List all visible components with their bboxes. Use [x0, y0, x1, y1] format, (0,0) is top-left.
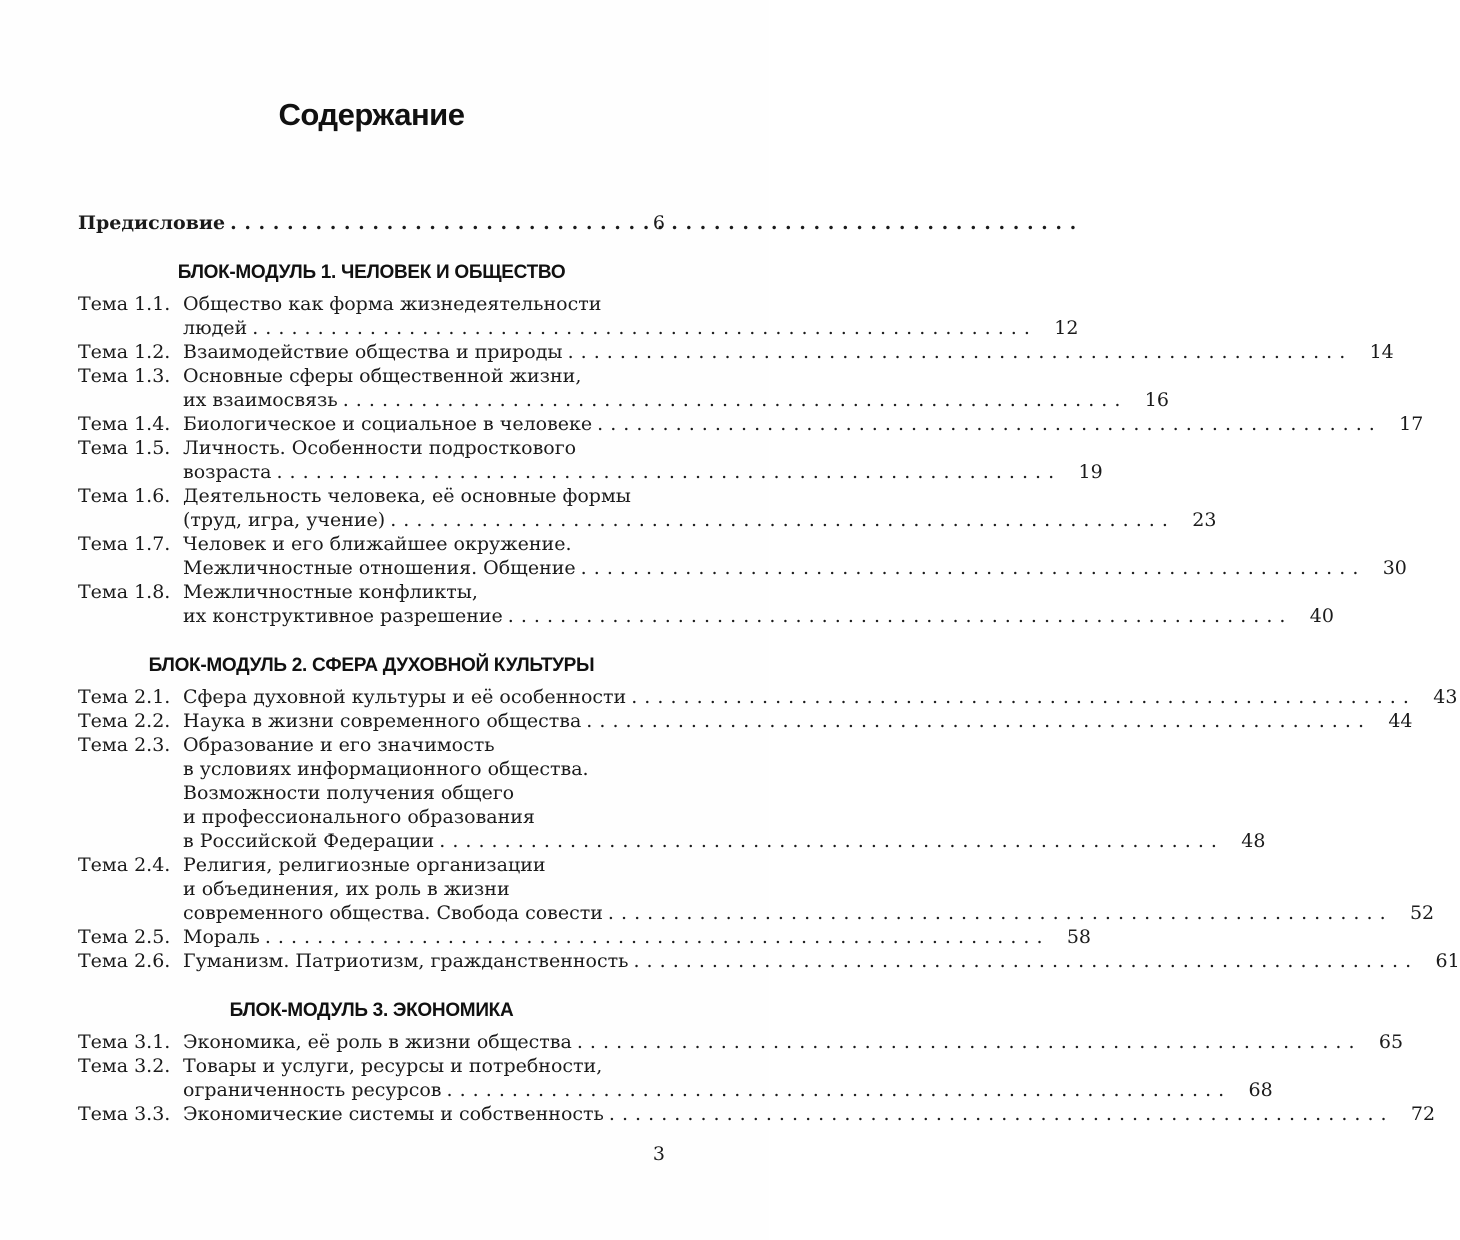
entry-text: возраста — [183, 461, 272, 483]
entry-page-number: 65 — [1378, 1031, 1404, 1053]
page-number: 3 — [652, 1143, 665, 1165]
toc-entry — [78, 685, 1458, 709]
entry-last-line — [183, 901, 1386, 925]
toc-section — [78, 261, 1424, 628]
preface-label: Предисловие — [78, 212, 226, 234]
dot-leader — [390, 508, 1168, 532]
entry-label: Тема 1.1. — [78, 293, 171, 315]
dot-leader — [447, 1078, 1225, 1102]
entry-text: в Российской Федерации — [183, 830, 435, 852]
dot-leader — [343, 388, 1121, 412]
section-entries — [78, 1030, 1436, 1126]
toc-entry — [78, 709, 1413, 733]
entry-text: Межличностные отношения. Общение — [183, 557, 576, 579]
toc-entry — [78, 364, 1169, 412]
entry-text-line: Человек и его ближайшее окружение. — [183, 533, 572, 555]
entry-label: Тема 2.6. — [78, 950, 171, 972]
entry-text: людей — [183, 317, 248, 339]
entry-label: Тема 1.6. — [78, 485, 171, 507]
toc-entry — [78, 340, 1394, 364]
entry-page-number: 52 — [1409, 902, 1435, 924]
toc-entry — [78, 1030, 1404, 1054]
dot-leader — [230, 211, 617, 235]
entry-label: Тема 1.4. — [78, 413, 171, 435]
section-entries — [78, 685, 1460, 973]
entry-last-line — [183, 1102, 1387, 1126]
entry-text-line: Межличностные конфликты, — [183, 581, 478, 603]
entry-text-line: Общество как форма жизнедеятельности — [183, 293, 602, 315]
dot-leader — [252, 316, 1030, 340]
page-title: Содержание — [278, 97, 465, 132]
entry-label: Тема 2.1. — [78, 686, 171, 708]
entry-text: их взаимосвязь — [183, 389, 338, 411]
entry-page-number: 19 — [1078, 461, 1103, 483]
entry-body — [183, 925, 1043, 949]
section-entries — [78, 292, 1424, 628]
entry-last-line — [183, 340, 1346, 364]
dot-leader — [581, 556, 1359, 580]
toc-entry — [78, 292, 1079, 340]
entry-page-number: 23 — [1192, 509, 1217, 531]
toc-entry — [78, 532, 1407, 580]
entry-text: современного общества. Свобода совести — [183, 902, 603, 924]
entry-body — [183, 412, 1375, 436]
entry-label: Тема 1.3. — [78, 365, 171, 387]
toc-section — [78, 999, 1436, 1126]
entry-text-line: Личность. Особенности подросткового — [183, 437, 577, 459]
toc-entry — [78, 1054, 1273, 1102]
entry-page-number: 30 — [1382, 557, 1407, 579]
toc-section — [78, 654, 1460, 973]
entry-text: Экономические системы и собственность — [183, 1103, 604, 1125]
entry-last-line — [183, 508, 1168, 532]
entry-text-line: в условиях информационного общества. — [183, 758, 589, 780]
toc-entry — [78, 580, 1334, 628]
dot-leader — [586, 709, 1364, 733]
entry-page-number: 14 — [1369, 341, 1394, 363]
module-heading: БЛОК-МОДУЛЬ 3. ЭКОНОМИКА — [229, 1000, 514, 1021]
entry-label: Тема 3.1. — [78, 1031, 171, 1053]
entry-text: Мораль — [183, 926, 260, 948]
entry-body — [183, 685, 1409, 709]
dot-leader — [631, 685, 1409, 709]
entry-body — [183, 733, 1217, 853]
entry-text: ограниченность ресурсов — [183, 1079, 442, 1101]
entry-page-number: 44 — [1388, 710, 1413, 732]
entry-last-line — [183, 556, 1359, 580]
dot-leader — [568, 340, 1346, 364]
entry-last-line — [183, 604, 1286, 628]
entry-text-line: Возможности получения общего — [183, 782, 515, 804]
entry-last-line — [183, 1030, 1355, 1054]
entry-label: Тема 3.2. — [78, 1055, 171, 1077]
entry-label: Тема 2.2. — [78, 710, 171, 732]
toc-entry — [78, 925, 1092, 949]
entry-text-line: Деятельность человека, её основные формы — [183, 485, 631, 507]
entry-text: Экономика, её роль в жизни общества — [183, 1031, 572, 1053]
entry-text: Сфера духовной культуры и её особенности — [183, 686, 627, 708]
entry-label: Тема 1.5. — [78, 437, 171, 459]
entry-text-line: Основные сферы общественной жизни, — [183, 365, 582, 387]
entry-body — [183, 364, 1121, 412]
dot-leader — [608, 901, 1386, 925]
entry-body — [183, 532, 1359, 580]
toc-entry — [78, 412, 1424, 436]
entry-text: Взаимодействие общества и природы — [183, 341, 563, 363]
entry-label: Тема 1.8. — [78, 581, 171, 603]
entry-text-line: Образование и его значимость — [183, 734, 495, 756]
dot-leader — [265, 925, 1043, 949]
dot-leader — [609, 1102, 1387, 1126]
module-heading: БЛОК-МОДУЛЬ 1. ЧЕЛОВЕК И ОБЩЕСТВО — [177, 262, 566, 283]
entry-last-line — [183, 412, 1375, 436]
entry-text: (труд, игра, учение) — [183, 509, 386, 531]
entry-text-line: и профессионального образования — [183, 806, 535, 828]
dot-leader — [577, 1030, 1355, 1054]
entry-body — [183, 949, 1412, 973]
entry-text: Биологическое и социальное в человеке — [183, 413, 593, 435]
entry-label: Тема 2.5. — [78, 926, 171, 948]
entry-text-line: Товары и услуги, ресурсы и потребности, — [183, 1055, 603, 1077]
entry-page-number: 61 — [1435, 950, 1460, 972]
entry-page-number: 12 — [1054, 317, 1079, 339]
entry-last-line — [183, 1078, 1225, 1102]
entry-body — [183, 853, 1386, 925]
preface-page-number: 6 — [652, 212, 665, 234]
module-heading: БЛОК-МОДУЛЬ 2. СФЕРА ДУХОВНОЙ КУЛЬТУРЫ — [148, 655, 595, 676]
entry-label: Тема 2.3. — [78, 734, 171, 756]
entry-text: их конструктивное разрешение — [183, 605, 503, 627]
entry-body — [183, 436, 1055, 484]
entry-text: Гуманизм. Патриотизм, гражданственность — [183, 950, 629, 972]
entry-last-line — [183, 388, 1121, 412]
entry-label: Тема 1.7. — [78, 533, 171, 555]
dot-leader — [276, 460, 1054, 484]
entry-label: Тема 1.2. — [78, 341, 171, 363]
entry-body — [183, 484, 1168, 532]
entry-body — [183, 709, 1365, 733]
entry-last-line — [183, 460, 1055, 484]
entry-last-line — [183, 316, 1030, 340]
toc-entry — [78, 733, 1266, 853]
entry-last-line — [183, 829, 1217, 853]
dot-leader — [508, 604, 1286, 628]
toc-entry — [78, 484, 1217, 532]
toc-entry-preface — [78, 211, 665, 235]
entry-body — [183, 1030, 1355, 1054]
preface-line — [78, 211, 617, 235]
dot-leader — [439, 829, 1217, 853]
entry-body — [183, 580, 1286, 628]
entry-text-line: и объединения, их роль в жизни — [183, 878, 510, 900]
dot-leader — [633, 949, 1411, 973]
entry-text: Наука в жизни современного общества — [183, 710, 582, 732]
entry-last-line — [183, 949, 1412, 973]
entry-label: Тема 3.3. — [78, 1103, 171, 1125]
entry-body — [183, 1102, 1387, 1126]
entry-body — [183, 340, 1346, 364]
entry-page-number: 40 — [1309, 605, 1334, 627]
entry-last-line — [183, 925, 1043, 949]
entry-body — [183, 1054, 1225, 1102]
toc-entry — [78, 436, 1103, 484]
dot-leader — [597, 412, 1375, 436]
entry-page-number: 43 — [1433, 686, 1458, 708]
sections — [78, 261, 1460, 1126]
entry-page-number: 16 — [1144, 389, 1169, 411]
entry-text-line: Религия, религиозные организации — [183, 854, 546, 876]
entry-page-number: 17 — [1399, 413, 1424, 435]
toc-entry — [78, 853, 1435, 925]
entry-body — [183, 292, 1030, 340]
entry-page-number: 58 — [1066, 926, 1092, 948]
entry-label: Тема 2.4. — [78, 854, 171, 876]
entry-last-line — [183, 685, 1409, 709]
entry-page-number: 48 — [1241, 830, 1266, 852]
toc-entry — [78, 949, 1460, 973]
entry-page-number: 72 — [1410, 1103, 1436, 1125]
entry-last-line — [183, 709, 1365, 733]
toc-entry — [78, 1102, 1436, 1126]
entry-page-number: 68 — [1248, 1079, 1273, 1101]
